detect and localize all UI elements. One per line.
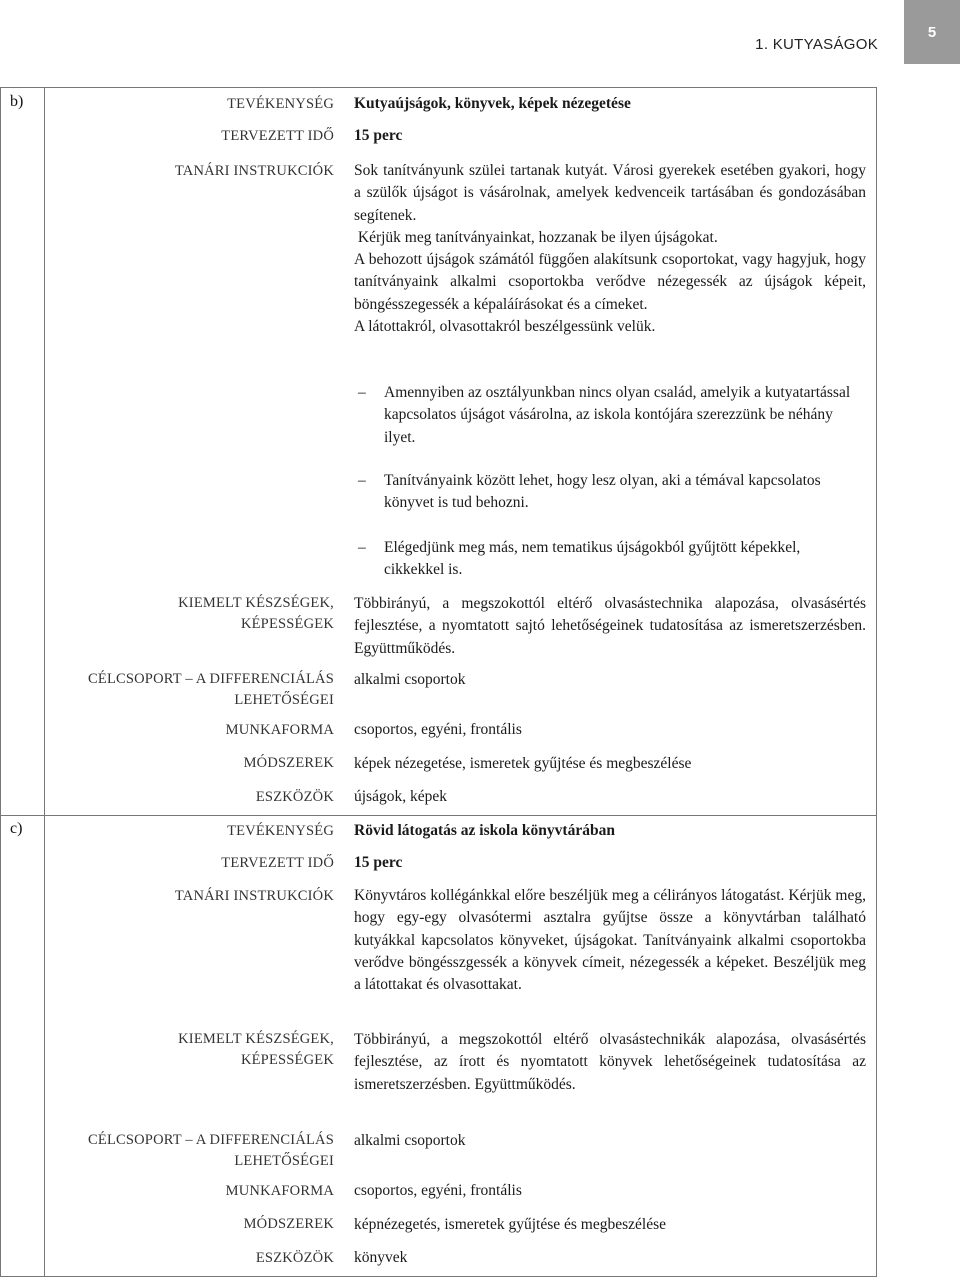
b-instructions-text <box>354 160 866 338</box>
right-border-line <box>876 87 877 1277</box>
c-time-value: 15 perc <box>354 854 403 871</box>
dash-marker: – <box>358 384 366 401</box>
b-methods-value: képek nézegetése, ismeretek gyűjtése és megbeszélése <box>354 755 692 772</box>
b-target-label: CÉLCSOPORT – A DIFFERENCIÁLÁS LEHETŐSÉGEI <box>88 671 334 708</box>
b-skills-value: Többirányú, a megszokottól eltérő olvasástechnika alapozása, olvasásértés fejlesztése, a nyomtatott sajtó lehetőségeinek tudatosítása az ismeretszerzésben. Együttműködés. <box>354 595 866 657</box>
b-instr-paragraph: A behozott újságok számától függően alakítsunk csoportokat, vagy hagyjuk, hogy tanítványaink alkalmi csoportokba verődve nézegessék az újságok képeit, böngésszegessék a képaláírásokat és a címeket. <box>354 251 866 313</box>
c-time-label: TERVEZETT IDŐ <box>221 855 334 871</box>
c-methods-value: képnézegetés, ismeretek gyűjtése és megbeszélése <box>354 1216 667 1233</box>
dash-marker: – <box>358 539 366 556</box>
section-b-top-rule <box>0 87 876 88</box>
c-instructions-label: TANÁRI INSTRUKCIÓK <box>174 888 334 904</box>
c-tools-value: könyvek <box>354 1249 408 1266</box>
c-activity-value: Rövid látogatás az iskola könyvtárában <box>354 822 615 839</box>
b-workform-value: csoportos, egyéni, frontális <box>354 721 522 738</box>
b-activity-label: TEVÉKENYSÉG <box>227 96 334 112</box>
letter-column-divider <box>44 87 45 1277</box>
b-bullet-item: – Tanítványaink között lehet, hogy lesz olyan, aki a témával kapcsolatos könyvet is tud behozni. <box>358 472 821 512</box>
c-methods-label: MÓDSZEREK <box>243 1216 334 1232</box>
c-skills-label: KIEMELT KÉSZSÉGEK, KÉPESSÉGEK <box>178 1031 334 1068</box>
c-activity-label: TEVÉKENYSÉG <box>227 823 334 839</box>
c-target-value: alkalmi csoportok <box>354 1132 466 1149</box>
dash-marker: – <box>358 472 366 489</box>
c-workform-label: MUNKAFORMA <box>225 1183 334 1199</box>
section-c-letter: c) <box>10 820 23 837</box>
b-target-value: alkalmi csoportok <box>354 671 466 688</box>
section-b-letter: b) <box>10 93 24 110</box>
b-instr-paragraph: Sok tanítványunk szülei tartanak kutyát. Városi gyerekek esetében gyakori, hogy a szülők újságot is vásárolnak, amelyek kedvenceik tartásában és gondozásában segítenek. <box>354 162 866 224</box>
b-tools-label: ESZKÖZÖK <box>255 789 334 805</box>
b-bullet-item: – Amennyiben az osztályunkban nincs olyan család, amelyik a kutyatartással kapcsolatos újságot vásárolna, az iskola kontójára szerezzünk be néhány ilyet. <box>358 384 851 446</box>
b-activity-value: Kutyaújságok, könyvek, képek nézegetése <box>354 95 631 112</box>
c-instructions-value: Könyvtáros kollégánkkal előre beszéljük meg a célirányos látogatást. Kérjük meg, hogy egy-egy olvasótermi asztalra gyűjtse össze a könyvtárban található kutyákkal kapcsolatos könyveket, újságokat. Tanítványaink alkalmi csoportokba verődve böngésszgessék a könyvek címeit, nézegessék a képeket. Beszéljük meg a látottakat és olvasottakat. <box>354 887 866 994</box>
chapter-title: 1. KUTYASÁGOK <box>755 36 878 53</box>
b-bullet-item: – Elégedjünk meg más, nem tematikus újságokból gyűjtött képekkel, cikkekkel is. <box>358 539 801 579</box>
b-instructions-label: TANÁRI INSTRUKCIÓK <box>174 163 334 179</box>
b-instr-paragraph: Kérjük meg tanítványainkat, hozzanak be ilyen újságokat. <box>354 228 718 246</box>
b-methods-label: MÓDSZEREK <box>243 755 334 771</box>
b-workform-label: MUNKAFORMA <box>225 722 334 738</box>
c-skills-value: Többirányú, a megszokottól eltérő olvasástechnikák alapozása, olvasásértés fejlesztése, az írott és nyomtatott könyvek lehetőségeinek tudatosítása az ismeretszerzésben. Együttműködés. <box>354 1031 866 1093</box>
b-tools-value: újságok, képek <box>354 788 447 805</box>
b-skills-label: KIEMELT KÉSZSÉGEK, KÉPESSÉGEK <box>178 595 334 632</box>
b-time-value: 15 perc <box>354 127 403 144</box>
b-time-label: TERVEZETT IDŐ <box>221 128 334 144</box>
c-tools-label: ESZKÖZÖK <box>255 1250 334 1266</box>
page-number-badge <box>904 0 960 64</box>
page-number: 5 <box>927 23 937 41</box>
section-c-top-rule <box>0 815 876 816</box>
c-workform-value: csoportos, egyéni, frontális <box>354 1182 522 1199</box>
c-target-label: CÉLCSOPORT – A DIFFERENCIÁLÁS LEHETŐSÉGEI <box>88 1132 334 1169</box>
left-border-line <box>0 87 1 1277</box>
b-instr-paragraph: A látottakról, olvasottakról beszélgessünk velük. <box>354 318 656 336</box>
